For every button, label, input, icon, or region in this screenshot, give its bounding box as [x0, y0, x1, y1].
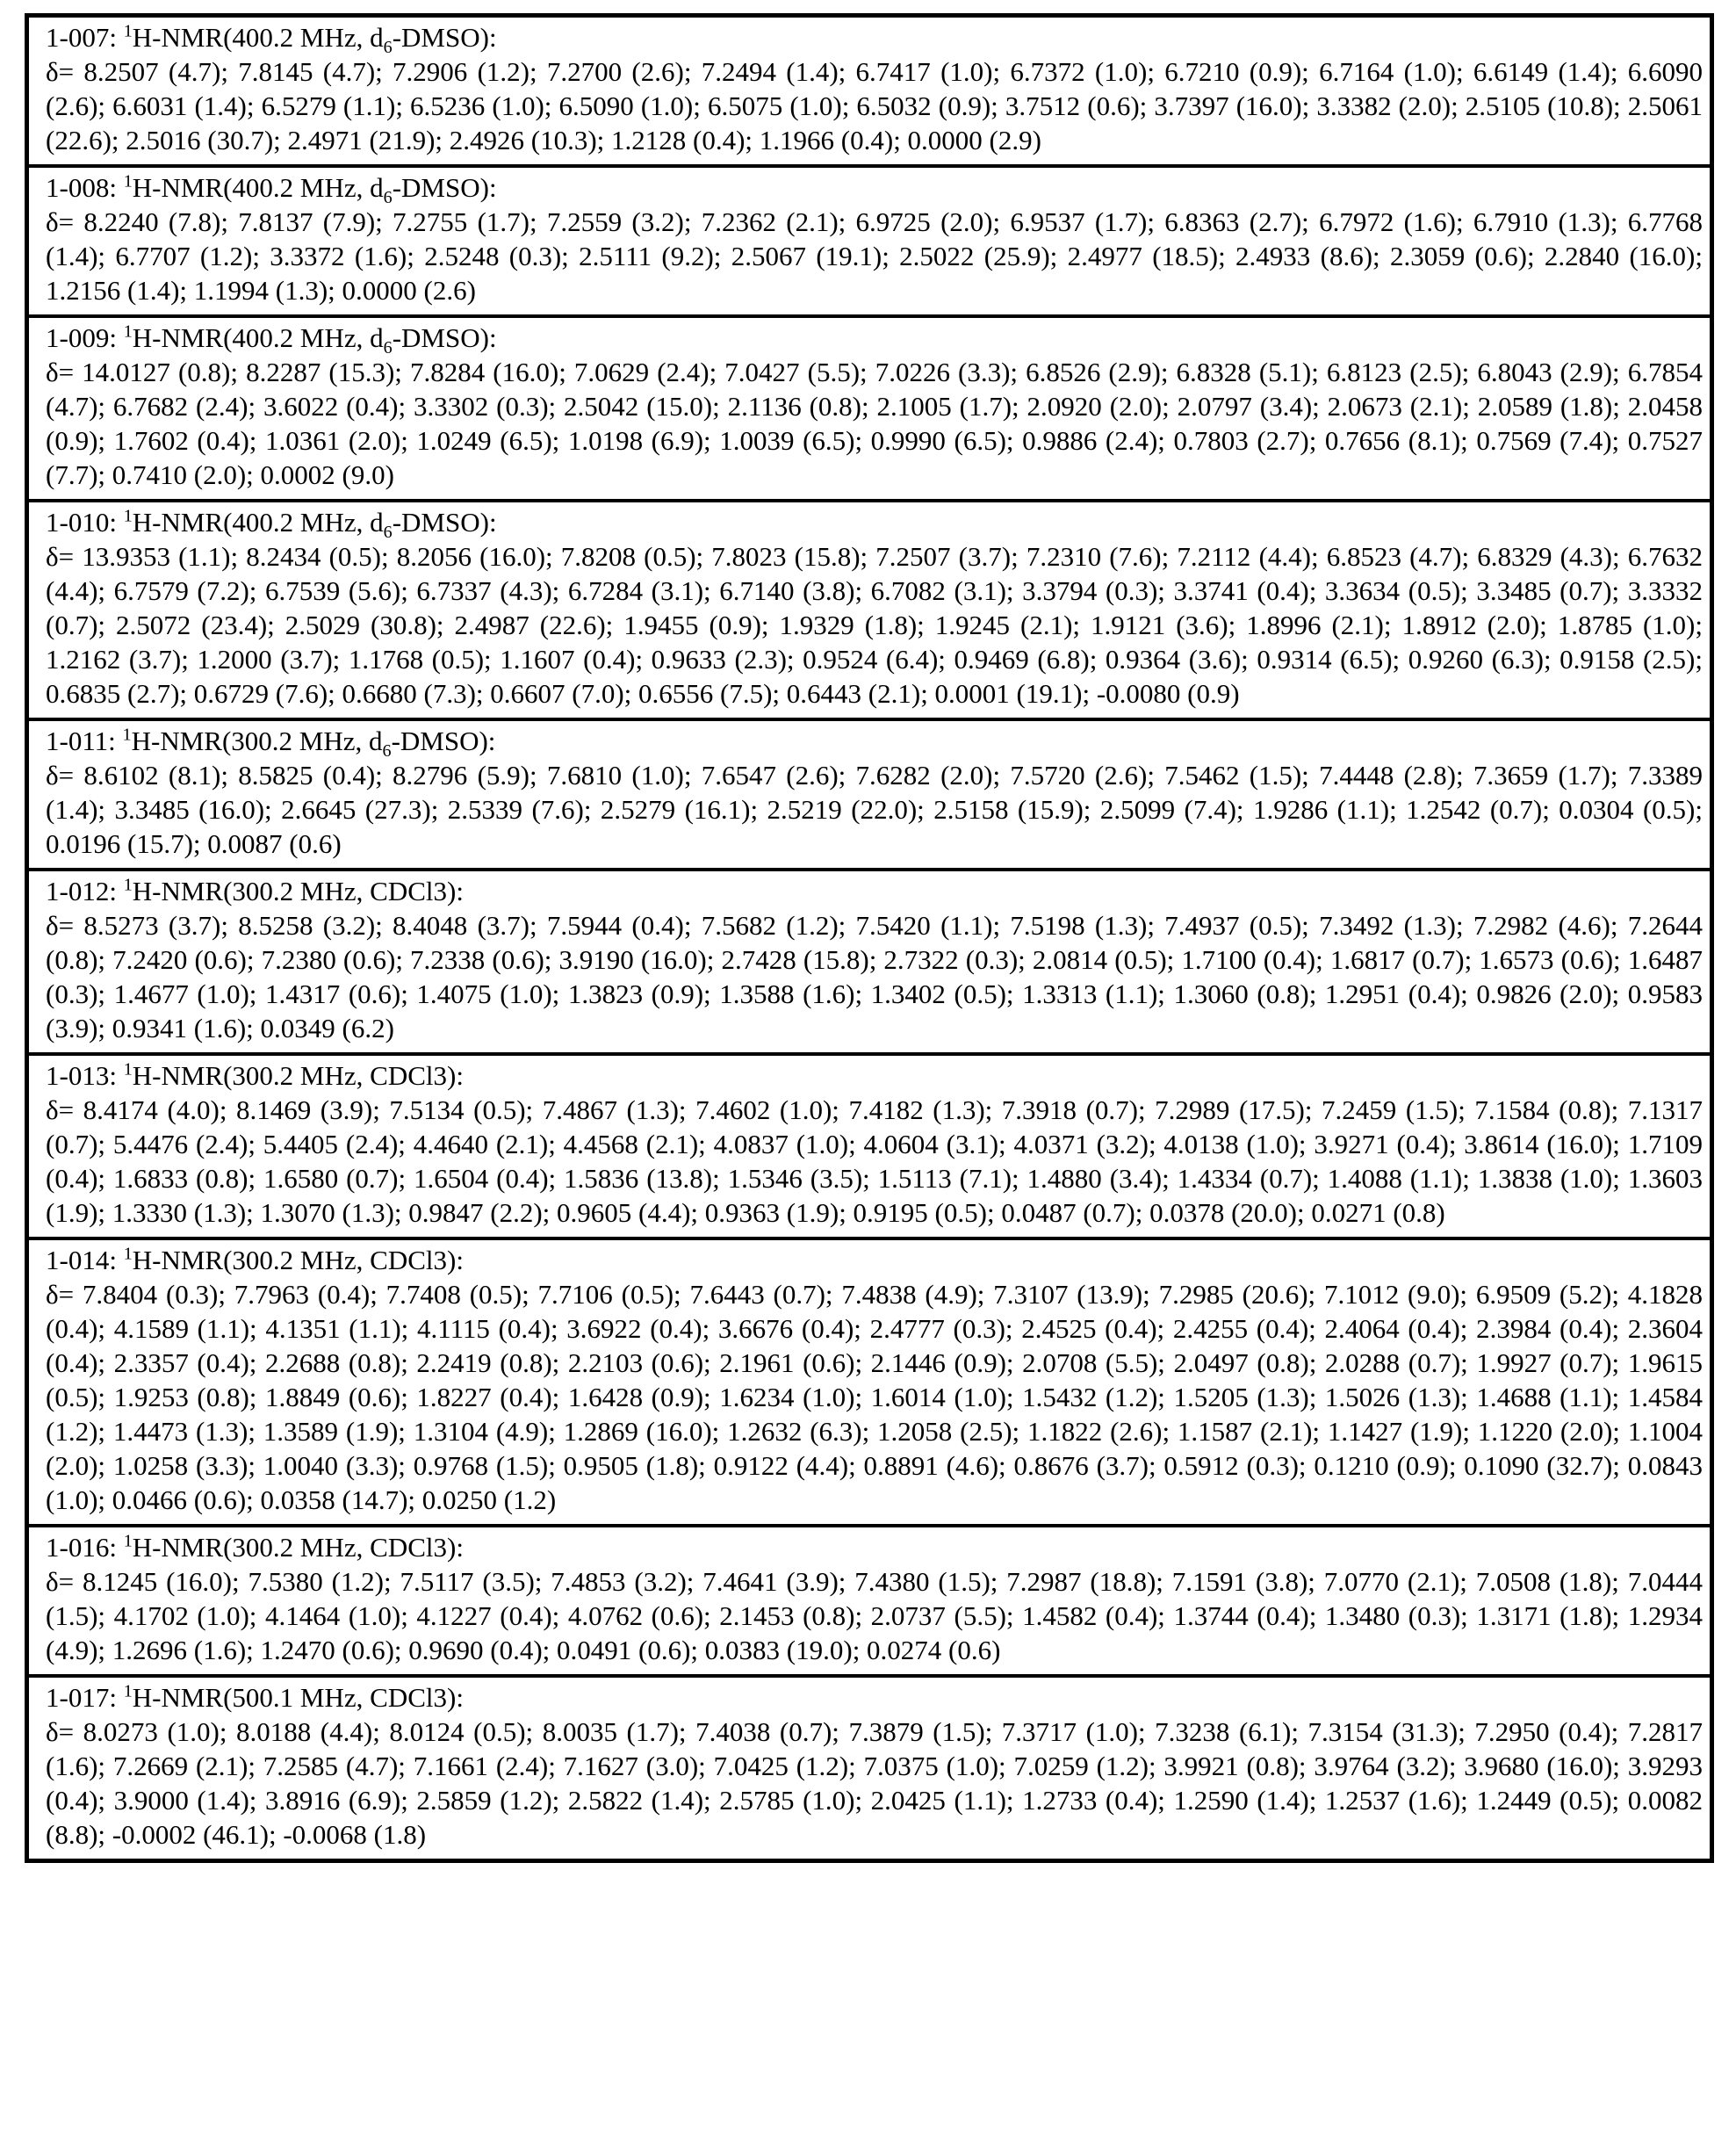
entry-peak-list: δ= 8.2507 (4.7); 7.8145 (4.7); 7.2906 (1.2); 7.2700 (2.6); 7.2494 (1.4); 6.7417 (1.0); 6.7372 (1.0); 6.7210 (0.9); 6.7164 (1.0); 6.6149 (1.4); 6.6090 (2.6); 6.6031 (1.4); 6.5279 (1.1); 6.5236 (1.0); 6.5090 (1.0); 6.5075 (1.0); 6.5032 (0.9); 3.7512 (0.6); 3.7397 (16.0); 3.3382 (2.0); 2.5105 (10.8); 2.5061 (22.6); 2.5016 (30.7); 2.4971 (21.9); 2.4926 (10.3); 1.2128 (0.4); 1.1966 (0.4); 0.0000 (2.9): [46, 56, 1703, 155]
entry-header: 1-016: $^1$H-NMR(300.2 MHz, CDCl3):: [46, 1531, 464, 1563]
nmr-entry: [29, 718, 1710, 868]
nmr-entry: [29, 499, 1710, 718]
solvent-subscript: 6: [383, 188, 393, 208]
entry-header: 1-007: $^1$H-NMR(400.2 MHz, $d_6-DMSO$):: [46, 21, 497, 58]
nmr-entry: [29, 1052, 1710, 1237]
entry-header: 1-014: $^1$H-NMR(300.2 MHz, CDCl3):: [46, 1244, 464, 1275]
entry-header: 1-013: $^1$H-NMR(300.2 MHz, CDCl3):: [46, 1059, 464, 1091]
solvent-subscript: 6: [383, 38, 393, 58]
nmr-entry: [29, 164, 1710, 314]
entry-header: 1-008: $^1$H-NMR(400.2 MHz, $d_6-DMSO$):: [46, 171, 497, 208]
solvent-subscript: 6: [383, 338, 393, 358]
nucleus-superscript: 1: [123, 1681, 133, 1701]
nucleus-superscript: 1: [123, 21, 133, 41]
nucleus-superscript: 1: [123, 875, 133, 895]
entry-header: 1-017: $^1$H-NMR(500.1 MHz, CDCl3):: [46, 1681, 464, 1713]
nmr-entry: [29, 1674, 1710, 1859]
nucleus-superscript: 1: [123, 1531, 133, 1551]
entry-peak-list: δ= 8.5273 (3.7); 8.5258 (3.2); 8.4048 (3.7); 7.5944 (0.4); 7.5682 (1.2); 7.5420 (1.1); 7.5198 (1.3); 7.4937 (0.5); 7.3492 (1.3); 7.2982 (4.6); 7.2644 (0.8); 7.2420 (0.6); 7.2380 (0.6); 7.2338 (0.6); 3.9190 (16.0); 2.7428 (15.8); 2.7322 (0.3); 2.0814 (0.5); 1.7100 (0.4); 1.6817 (0.7); 1.6573 (0.6); 1.6487 (0.3); 1.4677 (1.0); 1.4317 (0.6); 1.4075 (1.0); 1.3823 (0.9); 1.3588 (1.6); 1.3402 (0.5); 1.3313 (1.1); 1.3060 (0.8); 1.2951 (0.4); 0.9826 (2.0); 0.9583 (3.9); 0.9341 (1.6); 0.0349 (6.2): [46, 910, 1703, 1043]
nucleus-superscript: 1: [123, 506, 133, 526]
nmr-report-table: [25, 13, 1714, 1863]
entry-peak-list: δ= 8.4174 (4.0); 8.1469 (3.9); 7.5134 (0.5); 7.4867 (1.3); 7.4602 (1.0); 7.4182 (1.3); 7.3918 (0.7); 7.2989 (17.5); 7.2459 (1.5); 7.1584 (0.8); 7.1317 (0.7); 5.4476 (2.4); 5.4405 (2.4); 4.4640 (2.1); 4.4568 (2.1); 4.0837 (1.0); 4.0604 (3.1); 4.0371 (3.2); 4.0138 (1.0); 3.9271 (0.4); 3.8614 (16.0); 1.7109 (0.4); 1.6833 (0.8); 1.6580 (0.7); 1.6504 (0.4); 1.5836 (13.8); 1.5346 (3.5); 1.5113 (7.1); 1.4880 (3.4); 1.4334 (0.7); 1.4088 (1.1); 1.3838 (1.0); 1.3603 (1.9); 1.3330 (1.3); 1.3070 (1.3); 0.9847 (2.2); 0.9605 (4.4); 0.9363 (1.9); 0.9195 (0.5); 0.0487 (0.7); 0.0378 (20.0); 0.0271 (0.8): [46, 1094, 1703, 1228]
entry-peak-list: δ= 8.0273 (1.0); 8.0188 (4.4); 8.0124 (0.5); 8.0035 (1.7); 7.4038 (0.7); 7.3879 (1.5); 7.3717 (1.0); 7.3238 (6.1); 7.3154 (31.3); 7.2950 (0.4); 7.2817 (1.6); 7.2669 (2.1); 7.2585 (4.7); 7.1661 (2.4); 7.1627 (3.0); 7.0425 (1.2); 7.0375 (1.0); 7.0259 (1.2); 3.9921 (0.8); 3.9764 (3.2); 3.9680 (16.0); 3.9293 (0.4); 3.9000 (1.4); 3.8916 (6.9); 2.5859 (1.2); 2.5822 (1.4); 2.5785 (1.0); 2.0425 (1.1); 1.2733 (0.4); 1.2590 (1.4); 1.2537 (1.6); 1.2449 (0.5); 0.0082 (8.8); -0.0002 (46.1); -0.0068 (1.8): [46, 1716, 1703, 1850]
entry-peak-list: δ= 13.9353 (1.1); 8.2434 (0.5); 8.2056 (16.0); 7.8208 (0.5); 7.8023 (15.8); 7.2507 (3.7); 7.2310 (7.6); 7.2112 (4.4); 6.8523 (4.7); 6.8329 (4.3); 6.7632 (4.4); 6.7579 (7.2); 6.7539 (5.6); 6.7337 (4.3); 6.7284 (3.1); 6.7140 (3.8); 6.7082 (3.1); 3.3794 (0.3); 3.3741 (0.4); 3.3634 (0.5); 3.3485 (0.7); 3.3332 (0.7); 2.5072 (23.4); 2.5029 (30.8); 2.4987 (22.6); 1.9455 (0.9); 1.9329 (1.8); 1.9245 (2.1); 1.9121 (3.6); 1.8996 (2.1); 1.8912 (2.0); 1.8785 (1.0); 1.2162 (3.7); 1.2000 (3.7); 1.1768 (0.5); 1.1607 (0.4); 0.9633 (2.3); 0.9524 (6.4); 0.9469 (6.8); 0.9364 (3.6); 0.9314 (6.5); 0.9260 (6.3); 0.9158 (2.5); 0.6835 (2.7); 0.6729 (7.6); 0.6680 (7.3); 0.6607 (7.0); 0.6556 (7.5); 0.6443 (2.1); 0.0001 (19.1); -0.0080 (0.9): [46, 541, 1703, 709]
nucleus-superscript: 1: [123, 1059, 133, 1079]
entry-peak-list: δ= 8.1245 (16.0); 7.5380 (1.2); 7.5117 (3.5); 7.4853 (3.2); 7.4641 (3.9); 7.4380 (1.5); 7.2987 (18.8); 7.1591 (3.8); 7.0770 (2.1); 7.0508 (1.8); 7.0444 (1.5); 4.1702 (1.0); 4.1464 (1.0); 4.1227 (0.4); 4.0762 (0.6); 2.1453 (0.8); 2.0737 (5.5); 1.4582 (0.4); 1.3744 (0.4); 1.3480 (0.3); 1.3171 (1.8); 1.2934 (4.9); 1.2696 (1.6); 1.2470 (0.6); 0.9690 (0.4); 0.0491 (0.6); 0.0383 (19.0); 0.0274 (0.6): [46, 1566, 1703, 1665]
nmr-entry: [29, 314, 1710, 499]
nmr-entry: [29, 18, 1710, 164]
entry-peak-list: δ= 14.0127 (0.8); 8.2287 (15.3); 7.8284 (16.0); 7.0629 (2.4); 7.0427 (5.5); 7.0226 (3.3); 6.8526 (2.9); 6.8328 (5.1); 6.8123 (2.5); 6.8043 (2.9); 6.7854 (4.7); 6.7682 (2.4); 3.6022 (0.4); 3.3302 (0.3); 2.5042 (15.0); 2.1136 (0.8); 2.1005 (1.7); 2.0920 (2.0); 2.0797 (3.4); 2.0673 (2.1); 2.0589 (1.8); 2.0458 (0.9); 1.7602 (0.4); 1.0361 (2.0); 1.0249 (6.5); 1.0198 (6.9); 1.0039 (6.5); 0.9990 (6.5); 0.9886 (2.4); 0.7803 (2.7); 0.7656 (8.1); 0.7569 (7.4); 0.7527 (7.7); 0.7410 (2.0); 0.0002 (9.0): [46, 357, 1703, 490]
entry-peak-list: δ= 8.6102 (8.1); 8.5825 (0.4); 8.2796 (5.9); 7.6810 (1.0); 7.6547 (2.6); 7.6282 (2.0); 7.5720 (2.6); 7.5462 (1.5); 7.4448 (2.8); 7.3659 (1.7); 7.3389 (1.4); 3.3485 (16.0); 2.6645 (27.3); 2.5339 (7.6); 2.5279 (16.1); 2.5219 (22.0); 2.5158 (15.9); 2.5099 (7.4); 1.9286 (1.1); 1.2542 (0.7); 0.0304 (0.5); 0.0196 (15.7); 0.0087 (0.6): [46, 760, 1703, 859]
nmr-entry: [29, 1237, 1710, 1524]
entry-header: 1-011: $^1$H-NMR(300.2 MHz, $d_6-DMSO$):: [46, 725, 496, 762]
nucleus-superscript: 1: [123, 171, 133, 191]
solvent-subscript: 6: [383, 523, 393, 543]
entry-peak-list: δ= 7.8404 (0.3); 7.7963 (0.4); 7.7408 (0.5); 7.7106 (0.5); 7.6443 (0.7); 7.4838 (4.9); 7.3107 (13.9); 7.2985 (20.6); 7.1012 (9.0); 6.9509 (5.2); 4.1828 (0.4); 4.1589 (1.1); 4.1351 (1.1); 4.1115 (0.4); 3.6922 (0.4); 3.6676 (0.4); 2.4777 (0.3); 2.4525 (0.4); 2.4255 (0.4); 2.4064 (0.4); 2.3984 (0.4); 2.3604 (0.4); 2.3357 (0.4); 2.2688 (0.8); 2.2419 (0.8); 2.2103 (0.6); 2.1961 (0.6); 2.1446 (0.9); 2.0708 (5.5); 2.0497 (0.8); 2.0288 (0.7); 1.9927 (0.7); 1.9615 (0.5); 1.9253 (0.8); 1.8849 (0.6); 1.8227 (0.4); 1.6428 (0.9); 1.6234 (1.0); 1.6014 (1.0); 1.5432 (1.2); 1.5205 (1.3); 1.5026 (1.3); 1.4688 (1.1); 1.4584 (1.2); 1.4473 (1.3); 1.3589 (1.9); 1.3104 (4.9); 1.2869 (16.0); 1.2632 (6.3); 1.2058 (2.5); 1.1822 (2.6); 1.1587 (2.1); 1.1427 (1.9); 1.1220 (2.0); 1.1004 (2.0); 1.0258 (3.3); 1.0040 (3.3); 0.9768 (1.5); 0.9505 (1.8); 0.9122 (4.4); 0.8891 (4.6); 0.8676 (3.7); 0.5912 (0.3); 0.1210 (0.9); 0.1090 (32.7); 0.0843 (1.0); 0.0466 (0.6); 0.0358 (14.7); 0.0250 (1.2): [46, 1279, 1703, 1515]
nmr-entry: [29, 868, 1710, 1052]
entry-header: 1-009: $^1$H-NMR(400.2 MHz, $d_6-DMSO$):: [46, 321, 497, 358]
nucleus-superscript: 1: [123, 321, 133, 342]
nmr-entry: [29, 1524, 1710, 1674]
entry-header: 1-010: $^1$H-NMR(400.2 MHz, $d_6-DMSO$):: [46, 506, 497, 543]
entry-peak-list: δ= 8.2240 (7.8); 7.8137 (7.9); 7.2755 (1.7); 7.2559 (3.2); 7.2362 (2.1); 6.9725 (2.0); 6.9537 (1.7); 6.8363 (2.7); 6.7972 (1.6); 6.7910 (1.3); 6.7768 (1.4); 6.7707 (1.2); 3.3372 (1.6); 2.5248 (0.3); 2.5111 (9.2); 2.5067 (19.1); 2.5022 (25.9); 2.4977 (18.5); 2.4933 (8.6); 2.3059 (0.6); 2.2840 (16.0); 1.2156 (1.4); 1.1994 (1.3); 0.0000 (2.6): [46, 206, 1703, 306]
nucleus-superscript: 1: [123, 1244, 133, 1264]
entry-header: 1-012: $^1$H-NMR(300.2 MHz, CDCl3):: [46, 875, 464, 906]
solvent-subscript: 6: [382, 741, 392, 762]
nucleus-superscript: 1: [122, 725, 132, 745]
